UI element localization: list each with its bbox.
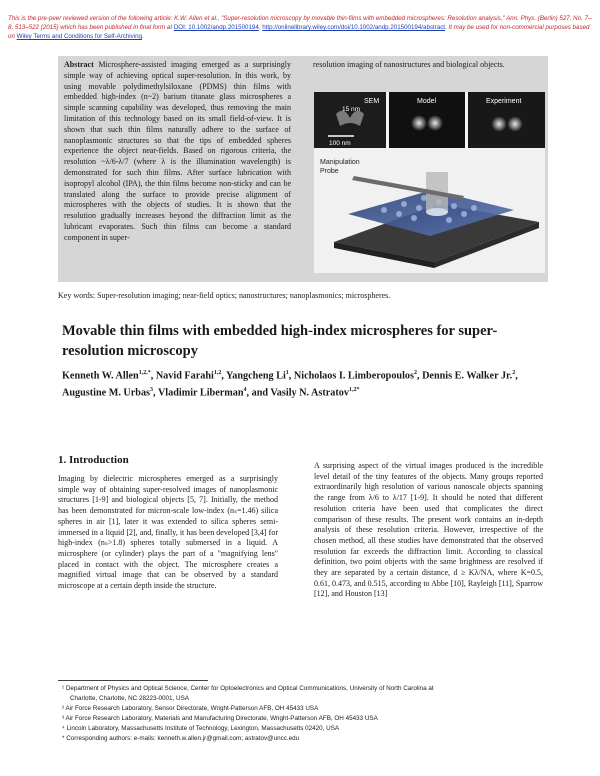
author-name: , Nicholaos I. Limberopoulos xyxy=(288,370,414,382)
abstract-lead: Abstract xyxy=(64,60,94,69)
affiliation-mark: 2 xyxy=(413,370,417,376)
scale-15: 15 nm xyxy=(342,106,361,113)
author-name: , Dennis E. Walker Jr. xyxy=(416,370,513,382)
probe-label-1: Manipulation xyxy=(320,159,360,166)
scale-100: 100 nm xyxy=(329,140,351,147)
affiliation-mark: 1,2,* xyxy=(138,370,151,376)
affiliation-mark: 4 xyxy=(243,387,247,394)
section-heading: 1. Introduction xyxy=(58,454,129,466)
model-label: Model xyxy=(417,98,437,105)
probe-label-2: Probe xyxy=(320,168,339,175)
author-name: , and Vasily N. Astratov xyxy=(246,387,349,399)
author-name: , Yangcheng Li xyxy=(221,370,286,382)
affiliation-mark: 2 xyxy=(512,370,516,376)
author-name: , Navid Farahi xyxy=(150,370,214,382)
abstract-continued: resolution imaging of nanostructures and biological objects. xyxy=(313,60,505,69)
notice-line1: This is the pre-peer reviewed version of the following article: K.W. Allen et al., "Super-resolution microscopy by movable thin-films with embedded microspheres: Resolution analysis," Ann. Phys. (Berlin) 527, No. 7–8, 513–522 (2015) which has been published in final form at xyxy=(8,15,592,31)
footnote: Charlotte, Charlotte, NC 28223-0001, USA xyxy=(70,695,190,702)
author-list xyxy=(62,366,532,401)
footnote: ⁴ Lincoln Laboratory, Massachusetts Institute of Technology, Lexington, Massachusetts 02420, USA xyxy=(62,725,340,732)
affiliation-mark: 3 xyxy=(150,387,154,394)
abstract-body: Microsphere-assisted imaging emerged as a surprisingly simple way of achieving optical super-resolution. In this work, by using movable polydimethylsiloxane (PDMS) thin films with embedded high-index (n~2) barium titanate glass microspheres a simple scanning capability was developed, thus removing the main limitation of this technology based on its small field-of-view. It is shown that such thin films naturally adhere to the surface of nanoplasmonic structures so that the tips of embedded spheres experience the object near-fields. Based on rigorous criteria, the resolution ~λ/6-λ/7 (where λ is the illumination wavelength) is demonstrated for such thin films. After surface lubrication with isopropyl alcohol (IPA), the thin films become non-sticky and can be translated along the surface to provide precise alignment of microspheres with the objects of studies. It is shown that the resolution gradually increases beyond the diffraction limit as the lubricant evaporates. Such thin films can become a standard component in super- xyxy=(64,60,291,242)
paper-title: Movable thin films with embedded high-index microspheres for super-resolution microscopy xyxy=(62,323,498,359)
footnote: ³ Air Force Research Laboratory, Materials and Manufacturing Directorate, Wright-Patterson AFB, OH 45433 USA xyxy=(62,715,378,722)
notice-line2-end: . xyxy=(142,33,144,40)
author-name: , Vladimir Liberman xyxy=(153,387,244,399)
footnote: ¹ Department of Physics and Optical Science, Center for Optoelectronics and Optical Communications, University of North Carolina at xyxy=(62,685,434,692)
footnote: ² Air Force Research Laboratory, Sensor Directorate, Wright-Patterson AFB, OH 45433 USA xyxy=(62,705,319,712)
doi-link[interactable]: DOI: 10.1002/andp.201500194 xyxy=(173,24,259,31)
affiliation-mark: 1,2 xyxy=(213,370,222,376)
footnote: * Corresponding authors: e-mails: kenneth.w.allen.jr@gmail.com; astratov@uncc.edu xyxy=(62,735,300,742)
body-column-right: A surprising aspect of the virtual images produced is the incredible level detail of the tiny features of the objects. Many groups reported extraordinarily high resolution of various nanoscale objects spanning the range from λ/6 to λ/17 [1-9]. It should be noted that different resolution criteria have been used that complicates the direct comparison of these results. The present work contains an in-depth analysis of these resolution criteria. However, irrespective of the chosen method, all these studies have demonstrated that the observed resolution far exceeds the diffraction limit. According to classical definition, two point objects with the same brightness are resolved if they are separated by a certain distance, d ≥ Kλ/NA, where K=0.5, 0.61, 0.473, and 0.515, according to Abbe [10], Rayleigh [11], Sparrow [12], and Houston [13] xyxy=(314,461,543,599)
body-column-left: Imaging by dielectric microspheres emerged as a surprisingly simple way of obtaining super-resolved images of nanoplasmonic structures [1-9] and biological objects [5, 7]. Initially, the method has been demonstrated for micron-scale low-index (nₛ=1.46) silica spheres in air [1], later it was extended to silica spheres semi-immersed in a liquid [2], and, finally, it has been developed [3,4] for high-index (nₛ>1.8) spheres totally submersed in a liquid. A microsphere (or cylinder) plays the part of a "magnifying lens" placed in contact with the object. The microsphere creates a magnified virtual image that can be observed by a standard microscope at a certain depth inside the structure. xyxy=(58,474,278,591)
affiliation-mark: 1 xyxy=(285,370,289,376)
author-name: , Augustine M. Urbas xyxy=(62,370,518,399)
experiment-label: Experiment xyxy=(486,98,522,105)
footnotes xyxy=(58,684,552,744)
notice-line2-mid: . It may be used for non-commercial purposes based on xyxy=(8,24,590,40)
sem-label: SEM xyxy=(364,98,380,105)
footnote-divider xyxy=(58,680,208,681)
affiliation-mark: 1,2* xyxy=(348,387,360,394)
keywords: Key words: Super-resolution imaging; near-field optics; nanostructures; nanoplasmonics; microspheres. xyxy=(58,291,391,300)
terms-link[interactable]: Wiley Terms and Conditions for Self-Archiving xyxy=(16,33,143,40)
abstract-url-link[interactable]: http://onlinelibrary.wiley.com/doi/10.1002/andp.201500194/abstract xyxy=(262,24,446,31)
author-name: Kenneth W. Allen xyxy=(62,370,139,382)
abstract-text xyxy=(64,60,291,244)
graphical-abstract xyxy=(314,92,545,273)
preprint-notice: This is the pre-peer reviewed version of the following article: K.W. Allen et al., "Super-resolution microscopy by movable thin-films with embedded microspheres: Resolution analysis," Ann. Phys. (Berlin) 527, No. 7–8, 513–522 (2015) which has been published in final form at DOI: 10.1002/andp.201500194, http://onlinelibrary.wiley.com/doi/10.1002/andp.201500194/abstract. It may be used for non-commercial purposes based on Wiley Terms and Conditions for Self-Archiving. xyxy=(8,15,592,40)
